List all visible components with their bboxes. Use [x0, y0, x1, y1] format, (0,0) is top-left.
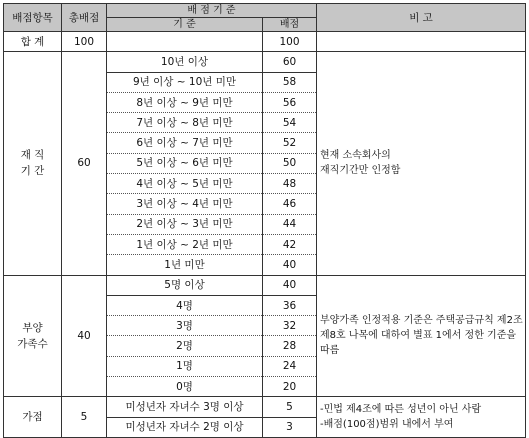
bonus-remark-line2: -배점(100점)범위 내에서 부여 [320, 419, 454, 431]
header-row-1 [4, 4, 526, 18]
dependents-label [4, 275, 62, 397]
tenure-criterion: 3년 이상 ~ 4년 미만 [107, 194, 263, 214]
dependents-label-line2: 가족수 [17, 337, 48, 350]
dependents-label-line1: 부양 [22, 321, 43, 334]
header-points: 배점 [263, 18, 317, 32]
tenure-row [4, 52, 526, 72]
tenure-remark-line2: 재직기간만 인정함 [320, 165, 401, 177]
dependents-remark: 부양가족 인정적용 기준은 주택공급규칙 제2조 제8호 나목에 대하여 별표 1에서 정한 기준을 따름 [317, 275, 526, 397]
score-table-container [3, 3, 526, 438]
tenure-points: 60 [263, 52, 317, 72]
tenure-criterion: 7년 이상 ~ 8년 미만 [107, 113, 263, 133]
tenure-criterion: 4년 이상 ~ 5년 미만 [107, 174, 263, 194]
header-criteria-group: 배 점 기 준 [107, 4, 317, 18]
bonus-row [4, 397, 526, 417]
bonus-points: 5 [263, 397, 317, 417]
tenure-criterion: 2년 이상 ~ 3년 미만 [107, 214, 263, 234]
tenure-remark-line1: 현재 소속회사의 [320, 150, 391, 162]
header-remarks: 비 고 [317, 4, 526, 32]
tenure-points: 58 [263, 72, 317, 92]
bonus-points: 3 [263, 417, 317, 437]
dependents-criterion: 0명 [107, 377, 263, 397]
tenure-points: 42 [263, 234, 317, 254]
tenure-label-line2: 기 간 [20, 165, 45, 178]
tenure-criterion: 9년 이상 ~ 10년 미만 [107, 72, 263, 92]
dependents-points: 20 [263, 377, 317, 397]
dependents-points: 40 [263, 275, 317, 295]
tenure-points: 54 [263, 113, 317, 133]
tenure-points: 52 [263, 133, 317, 153]
dependents-row [4, 275, 526, 295]
bonus-total-score: 5 [62, 397, 107, 438]
total-label: 합 계 [4, 32, 62, 52]
dependents-points: 32 [263, 316, 317, 336]
bonus-criterion: 미성년자 자녀수 3명 이상 [107, 397, 263, 417]
dependents-points: 24 [263, 356, 317, 376]
dependents-criterion: 3명 [107, 316, 263, 336]
dependents-criterion: 4명 [107, 295, 263, 315]
tenure-total-score: 60 [62, 52, 107, 275]
total-criterion-empty [107, 32, 263, 52]
scoring-criteria-table [3, 3, 526, 438]
bonus-label: 가점 [4, 397, 62, 438]
tenure-label [4, 52, 62, 275]
tenure-criterion: 8년 이상 ~ 9년 미만 [107, 92, 263, 112]
tenure-points: 48 [263, 174, 317, 194]
dependents-criterion: 1명 [107, 356, 263, 376]
total-row [4, 32, 526, 52]
header-item: 배점항목 [4, 4, 62, 32]
tenure-points: 56 [263, 92, 317, 112]
bonus-criterion: 미성년자 자녀수 2명 이상 [107, 417, 263, 437]
tenure-remark [317, 52, 526, 275]
header-total-score: 총배점 [62, 4, 107, 32]
dependents-points: 36 [263, 295, 317, 315]
header-criterion: 기 준 [107, 18, 263, 32]
total-score: 100 [62, 32, 107, 52]
dependents-points: 28 [263, 336, 317, 356]
total-remark-empty [317, 32, 526, 52]
total-points: 100 [263, 32, 317, 52]
tenure-points: 40 [263, 255, 317, 275]
tenure-criterion: 6년 이상 ~ 7년 미만 [107, 133, 263, 153]
tenure-criterion: 10년 이상 [107, 52, 263, 72]
tenure-points: 44 [263, 214, 317, 234]
bonus-remark [317, 397, 526, 438]
bonus-remark-line1: -민법 제4조에 따른 성년이 아닌 사람 [320, 404, 482, 416]
tenure-criterion: 1년 이상 ~ 2년 미만 [107, 234, 263, 254]
tenure-criterion: 1년 미만 [107, 255, 263, 275]
tenure-label-line1: 재 직 [20, 149, 45, 162]
tenure-criterion: 5년 이상 ~ 6년 미만 [107, 153, 263, 173]
dependents-total-score: 40 [62, 275, 107, 397]
dependents-criterion: 2명 [107, 336, 263, 356]
dependents-criterion: 5명 이상 [107, 275, 263, 295]
tenure-points: 46 [263, 194, 317, 214]
tenure-points: 50 [263, 153, 317, 173]
